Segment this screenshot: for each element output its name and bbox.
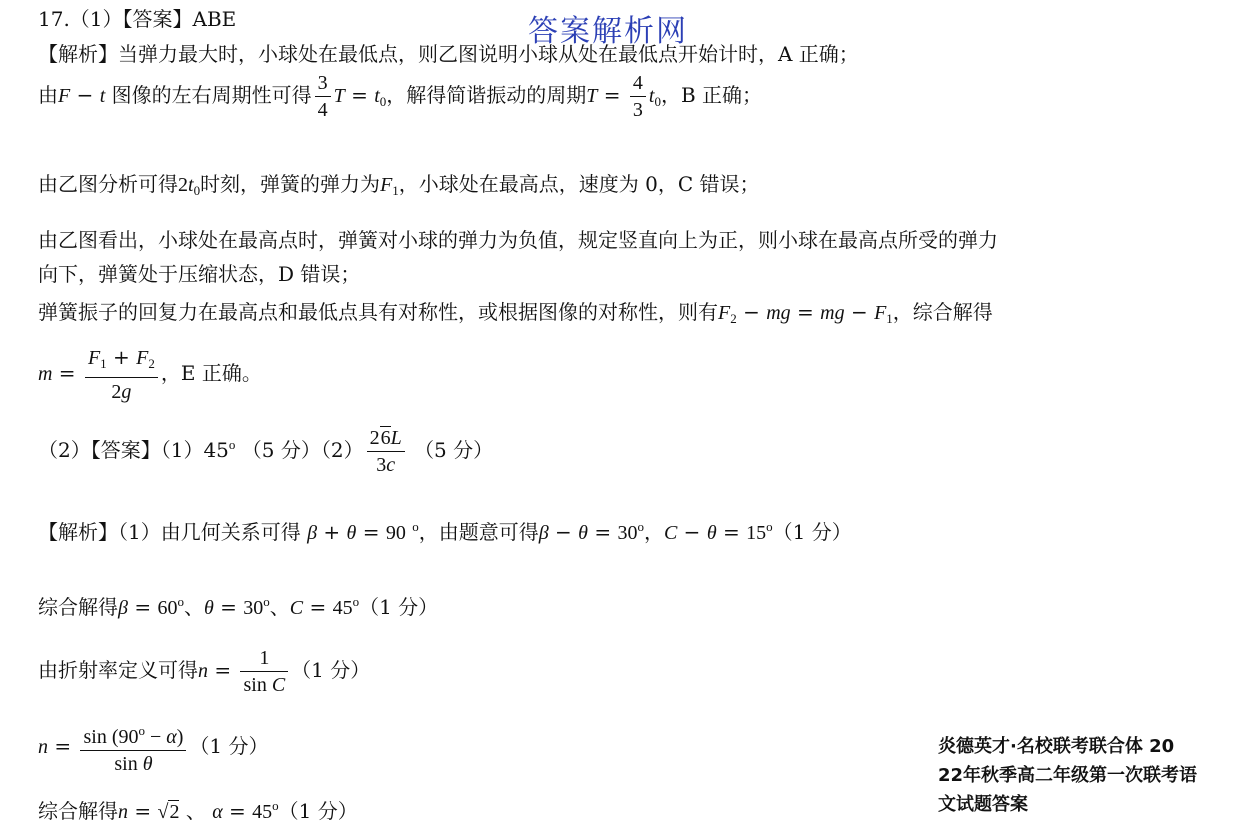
refractive-index-formula: n = $\frac{\sin (90^o - \alpha)}{\text{sin θ}}$ （1 分） bbox=[38, 718, 269, 777]
mass-formula: m = $\frac{F_1 + F_2}{2g}$ ，E 正确。 bbox=[38, 345, 262, 403]
period-line: 由F − t 图像的左右周期性可得 $\frac{3}{4}$ $T = t_0$，解得简谐振动的周期T = $\frac{4}{3}$ $t_0$，B 正确； bbox=[38, 72, 763, 121]
refractive-index-definition: 由折射率定义可得n = $\frac{1}{\text{sin C}}$ （1 分） bbox=[38, 647, 371, 696]
analysis-intro: 【解析】当弹力最大时，小球处在最低点，则乙图说明小球从处在最低点开始计时，A 正确； bbox=[38, 42, 859, 66]
symmetry-line: 弹簧振子的回复力在最高点和最低点具有对称性，或根据图像的对称性，则有$F_2$ − mg = mg − $F_1$，综合解得 bbox=[38, 300, 993, 326]
footer-line-2: 22年秋季高二年级第一次联考语 bbox=[938, 765, 1198, 786]
watermark: 答案解析网 bbox=[528, 14, 688, 49]
direction-line-1: 由乙图看出，小球处在最高点时，弹簧对小球的弹力为负值，规定竖直向上为正，则小球在最高点所受的弹力 bbox=[38, 228, 998, 252]
footer-caption bbox=[938, 732, 1238, 819]
footer-line-1: 炎德英才·名校联考联合体 20 bbox=[938, 736, 1175, 757]
answer-header: 17.（1）【答案】ABE bbox=[38, 7, 237, 31]
velocity-line: 由乙图分析可得$2t_0$时刻，弹簧的弹力为$F_1$，小球处在最高点，速度为 0，C 错误； bbox=[38, 172, 760, 198]
angle-result-line: 综合解得$\beta = 60^o$、$\theta = 30^o$、$C = 45^o(1$ 分） bbox=[38, 594, 439, 619]
angle-line: 【解析】（1）由几何关系可得 β + θ = 90 $^o$，由题意可得$\beta - \theta = 30^o$，$C - \theta = 15^o(1$ 分） bbox=[38, 519, 852, 544]
footer-line-3: 文试题答案 bbox=[938, 794, 1028, 815]
final-result-line: 综合解得n = √2 、 $\alpha = 45^o(1$ 分） bbox=[38, 798, 358, 823]
part2-answer: （2）【答案】（1）45$^o$ （5 分）（2） $\frac{26L}{3c}$ （5 分） bbox=[38, 427, 494, 476]
direction-line-2: 向下，弹簧处于压缩状态，D 错误； bbox=[38, 262, 361, 286]
